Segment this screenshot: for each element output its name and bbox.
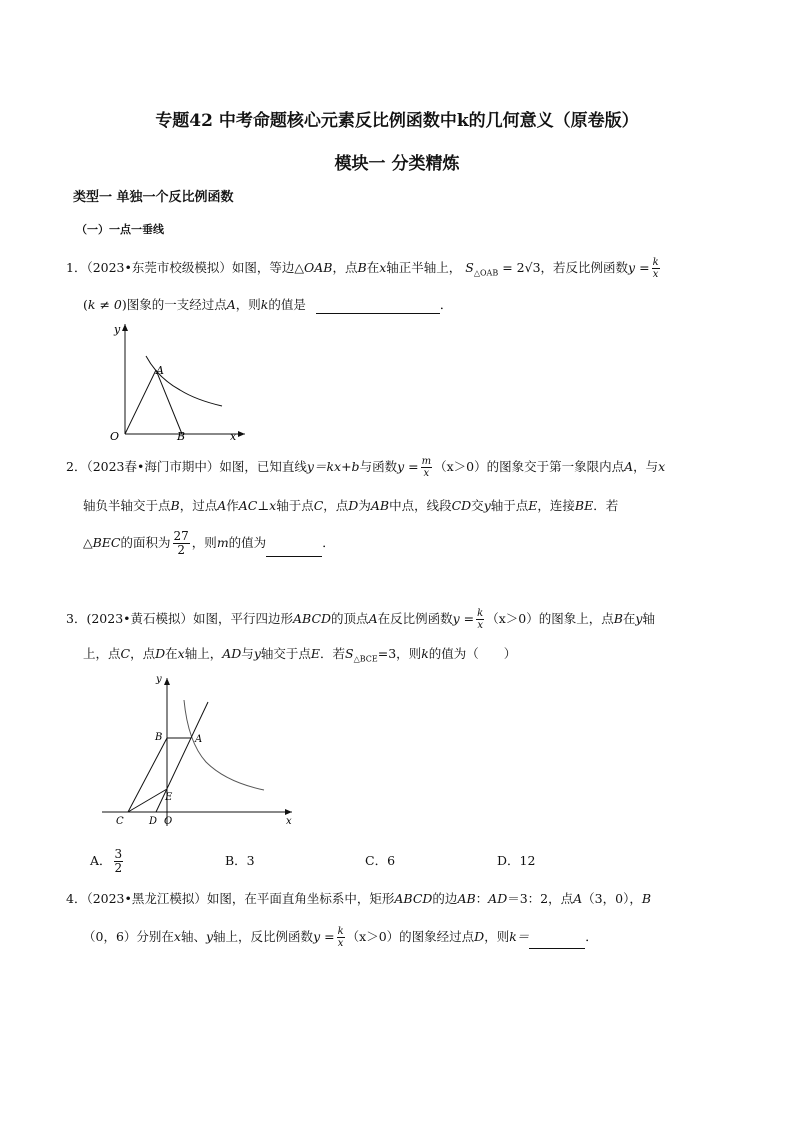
- q3-text: 上，点: [83, 646, 121, 661]
- label-d: D: [149, 816, 158, 827]
- q1-area-value: = 2√3: [502, 260, 541, 275]
- q2-var: BEC: [92, 535, 121, 550]
- q3-function: y =: [452, 611, 475, 626]
- q3-line2: [83, 645, 516, 669]
- q1-area-symbol: S: [465, 260, 474, 275]
- q2-text: 中点，线段: [389, 498, 452, 513]
- q2-text: ．: [322, 535, 335, 550]
- q4-text: ＝3：2，点: [507, 891, 574, 906]
- q3-var: y: [635, 611, 643, 626]
- q1-text: ，点: [332, 260, 358, 275]
- label-x: x: [286, 816, 292, 827]
- label-e: E: [165, 792, 173, 803]
- q4-var: A: [573, 891, 583, 906]
- label-y: y: [114, 323, 121, 336]
- q2-var: D: [348, 498, 359, 513]
- q3-text: 的图象上，点: [538, 611, 614, 626]
- q2-var: E: [528, 498, 538, 513]
- q4-fraction: [337, 926, 345, 949]
- q2-text: 轴负半轴交于点: [83, 498, 171, 513]
- frac-den: 2: [114, 861, 123, 875]
- q2-var: AC: [238, 498, 258, 513]
- q3-choice-d[interactable]: D．12: [497, 853, 536, 868]
- q1-area-subscript: △OAB: [473, 268, 499, 278]
- q1-var: k: [260, 297, 269, 312]
- q1-text: 的值是: [268, 297, 306, 312]
- q2-text: 作: [226, 498, 239, 513]
- q2-text: ．若: [593, 498, 619, 513]
- q1-line1: [66, 257, 662, 283]
- q2-text: 2．（2023春•海门市期中）如图，已知直线: [66, 459, 307, 474]
- label-b: B: [155, 732, 163, 743]
- q2-text: ⊥: [257, 498, 270, 513]
- q4-line1: [66, 890, 651, 908]
- q2-function: y =: [397, 459, 419, 474]
- q3-text: ，点: [130, 646, 156, 661]
- q4-text: （3，0），: [582, 891, 642, 906]
- q2-var: B: [170, 498, 180, 513]
- q3-text: 的顶点: [331, 611, 369, 626]
- q1-line2: [83, 296, 452, 314]
- q2-text: ，点: [323, 498, 349, 513]
- q2-text: △: [83, 535, 93, 550]
- q3-frac-num: k: [477, 608, 484, 619]
- q3-var: A: [368, 611, 378, 626]
- page-title: 专题42 中考命题核心元素反比例函数中k的几何意义（原卷版）: [155, 111, 639, 131]
- q2-text: 的图象交于第一象限内点: [486, 459, 625, 474]
- q2-text: ，与: [633, 459, 659, 474]
- choice-label: A．: [90, 853, 112, 868]
- q3-var: B: [613, 611, 623, 626]
- q2-domain: （x＞0）: [434, 459, 487, 474]
- q3-area-value: =3，则: [377, 646, 422, 661]
- q2-frac-num: 27: [173, 529, 189, 543]
- q1-text: ．: [439, 297, 453, 312]
- q3-text: 3．(2023•黄石模拟）如图，平行四边形: [66, 611, 294, 626]
- label-x: x: [230, 430, 237, 443]
- q4-var: AB: [457, 891, 476, 906]
- q3-text: 的值为（ ）: [428, 646, 517, 661]
- q1-text: 轴正半轴上，: [386, 260, 462, 275]
- q3-fraction: [476, 608, 484, 631]
- q1-fraction: [652, 257, 660, 280]
- q3-var: y: [253, 646, 261, 661]
- q4-text: ：: [475, 891, 489, 906]
- q3-text: 轴上，: [184, 646, 223, 661]
- q2-var: A: [217, 498, 227, 513]
- q2-var: BE: [574, 498, 594, 513]
- q4-var: ABCD: [394, 891, 433, 906]
- q3-text: 在: [622, 611, 636, 626]
- q1-var: B: [357, 260, 367, 275]
- q2-frac-den: 2: [177, 543, 185, 557]
- segment-da-extended: [156, 702, 208, 812]
- q2-var: CD: [451, 498, 472, 513]
- q3-text: 轴交于点: [260, 646, 311, 661]
- q3-choice-a[interactable]: [90, 848, 125, 875]
- q3-figure: [98, 672, 298, 832]
- q3-text: 与: [241, 646, 254, 661]
- q1-text: 1．（2023•东莞市校级模拟）如图，等边△: [66, 260, 305, 275]
- q2-text: ，连接: [537, 498, 575, 513]
- module-title: 模块一 分类精炼: [334, 154, 460, 174]
- q1-var: x: [379, 260, 387, 275]
- q1-figure: [100, 318, 260, 448]
- q3-frac-den: x: [477, 620, 483, 631]
- q1-frac-num: k: [652, 257, 659, 268]
- q1-var: OAB: [304, 260, 333, 275]
- q2-text: 的面积为: [120, 535, 171, 550]
- label-c: C: [116, 816, 124, 827]
- q2-line3: [83, 530, 335, 557]
- y-axis-arrow: [164, 678, 170, 685]
- q1-answer-blank[interactable]: [316, 299, 440, 314]
- q3-var: ABCD: [293, 611, 332, 626]
- q1-text: ，则: [235, 297, 261, 312]
- q3-choice-b[interactable]: B．3: [225, 853, 255, 868]
- q3-text: 在: [165, 646, 178, 661]
- hyperbola-curve: [184, 700, 264, 790]
- q3-domain: （x＞0）: [486, 611, 539, 626]
- q2-text: 与函数: [359, 459, 398, 474]
- label-a: A: [195, 734, 203, 745]
- q2-answer-blank[interactable]: [266, 542, 322, 557]
- q2-var: m: [216, 535, 229, 550]
- label-b: B: [177, 430, 186, 443]
- q4-frac-num: k: [337, 926, 344, 937]
- q4-domain: （x＞0）: [346, 929, 400, 944]
- q2-var: AB: [370, 498, 390, 513]
- q2-var: x: [658, 459, 666, 474]
- q4-function: y =: [313, 929, 335, 944]
- q4-text: 的边: [432, 891, 458, 906]
- q4-var: y: [205, 929, 214, 944]
- q4-var: k＝: [509, 929, 530, 944]
- q2-line-equation: y＝kx+b: [306, 459, 360, 474]
- q4-var: x: [173, 929, 181, 944]
- q4-text: 4．（2023•黑龙江模拟）如图，在平面直角坐标系中，矩形: [66, 891, 395, 906]
- q3-var: C: [120, 646, 131, 661]
- x-axis-arrow: [238, 431, 245, 437]
- q2-fraction: [421, 456, 432, 479]
- q3-text: ．若: [320, 646, 346, 661]
- q3-area-subscript: △BCE: [353, 654, 378, 664]
- q3-choice-c[interactable]: C．6: [365, 853, 396, 868]
- q1-function: y =: [628, 260, 650, 275]
- q2-text: 为: [358, 498, 371, 513]
- q2-text: ，过点: [179, 498, 218, 513]
- q2-frac-num: m: [421, 456, 432, 467]
- q4-line2: [83, 926, 598, 949]
- segment-oa: [125, 370, 156, 434]
- segment-ab: [156, 370, 182, 434]
- q2-var: A: [624, 459, 634, 474]
- q4-text: （0，6）分别在: [83, 929, 174, 944]
- label-o: O: [164, 816, 173, 827]
- q4-frac-den: x: [337, 938, 344, 949]
- q2-var: x: [269, 498, 277, 513]
- q3-var: E: [310, 646, 321, 661]
- q2-frac-den: x: [423, 468, 430, 479]
- q1-condition: k ≠ 0: [87, 297, 122, 312]
- y-axis-arrow: [122, 324, 128, 331]
- frac-num: 3: [114, 847, 123, 861]
- q3-area-symbol: S: [345, 646, 354, 661]
- choice-a-fraction: [114, 848, 124, 875]
- q4-var: B: [641, 891, 652, 906]
- q2-line1: [66, 456, 665, 479]
- q1-frac-den: x: [652, 269, 659, 280]
- q3-var: AD: [222, 646, 242, 661]
- q4-text: ．: [585, 929, 598, 944]
- q3-text: 在反比例函数: [377, 611, 453, 626]
- q2-text: 交: [471, 498, 484, 513]
- label-o: O: [110, 430, 120, 443]
- q2-text: ，则: [191, 535, 217, 550]
- q3-var: k: [421, 646, 429, 661]
- label-y: y: [156, 674, 162, 685]
- q4-text: 的图象经过点: [399, 929, 475, 944]
- label-a: A: [156, 364, 164, 377]
- q2-line2: [83, 497, 618, 515]
- q2-var: y: [483, 498, 491, 513]
- q4-text: 轴、: [180, 929, 206, 944]
- q4-var: D: [474, 929, 485, 944]
- q1-text: )图象的一支经过点: [121, 297, 227, 312]
- q4-var: AD: [488, 891, 508, 906]
- q4-text: 轴上，反比例函数: [213, 929, 314, 944]
- q1-var: A: [226, 297, 236, 312]
- x-axis-arrow: [285, 809, 292, 815]
- q3-text: 轴: [642, 611, 655, 626]
- q1-text: (: [83, 297, 88, 312]
- subsection-heading: （一）一点一垂线: [76, 223, 164, 236]
- q2-var: C: [313, 498, 324, 513]
- q4-answer-blank[interactable]: [529, 934, 585, 949]
- q1-text: ，若反比例函数: [540, 260, 629, 275]
- q2-text: 轴于点: [276, 498, 314, 513]
- q2-text: 的值为: [228, 535, 267, 550]
- type-heading: 类型一 单独一个反比例函数: [73, 190, 234, 205]
- q3-var: x: [177, 646, 185, 661]
- q3-line1: [66, 608, 655, 631]
- q1-text: 在: [366, 260, 380, 275]
- q3-var: D: [155, 646, 166, 661]
- q2-text: 轴于点: [490, 498, 529, 513]
- q2-area-fraction: [173, 530, 190, 557]
- q4-text: ，则: [484, 929, 510, 944]
